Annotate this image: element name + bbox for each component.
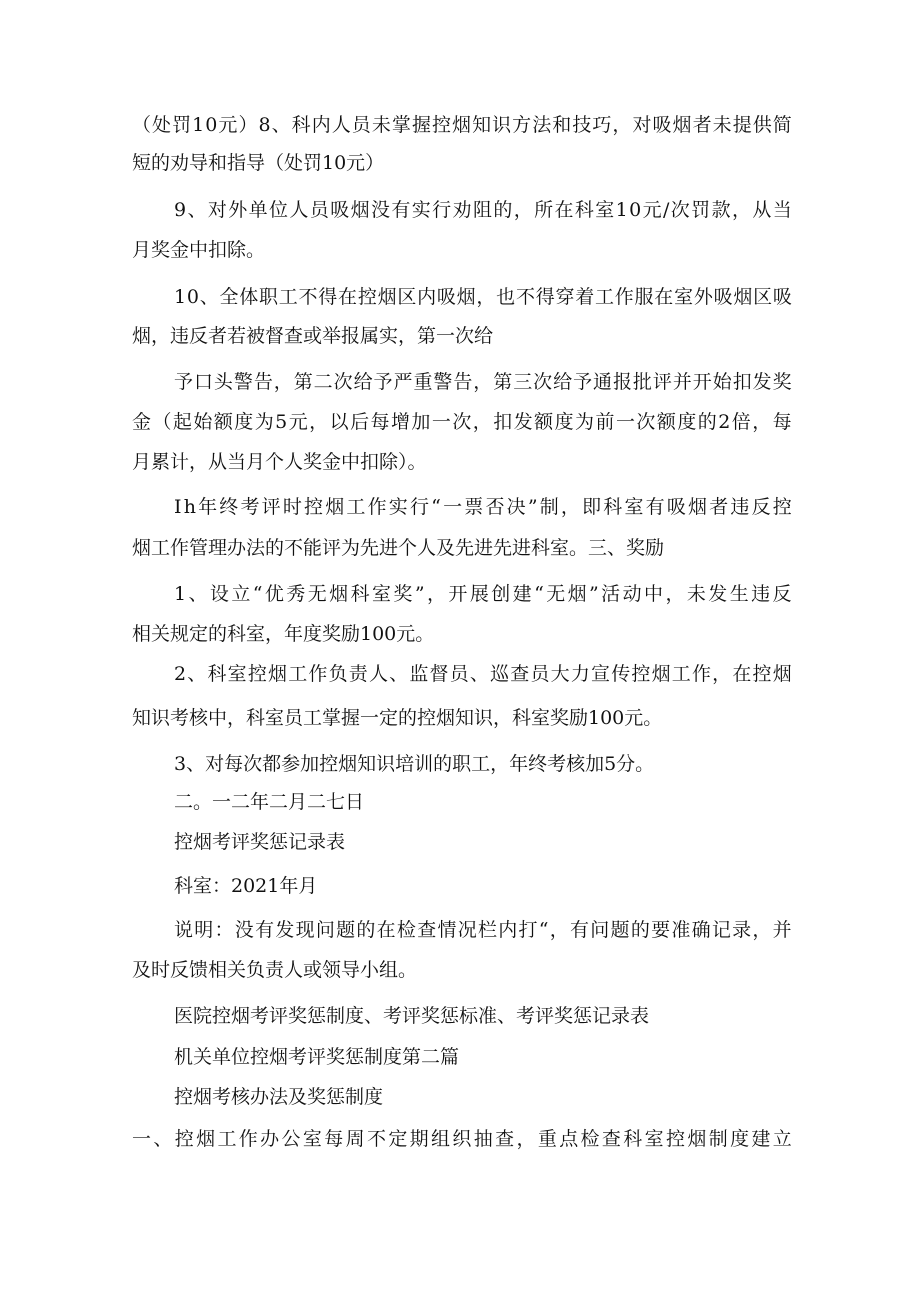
paragraph-line: 金 （ 起 始 额 度 为 5 元 ， 以 后 每 增 加 一 次 ， 扣 发 额 度 为 前 一 次 额 度 的 2 倍 ， 每 [132,411,792,433]
heading-line: 控烟考核办法及奖惩制度 [174,1086,384,1108]
date-line: 二。一二年二月二七日 [174,791,365,813]
table-title: 控烟考评奖惩记录表 [174,831,346,853]
paragraph-line: 月奖金中扣除。 [132,239,266,261]
paragraph-line: 月累计，从当月个人奖金中扣除）。 [132,451,427,473]
note-line: 及时反馈相关负责人或领导小组。 [132,959,418,981]
note-line: 说 明 ： 没 有 发 现 问 题 的 在 检 查 情 况 栏 内 打 “ ， 有 问 题 的 要 准 确 记 录 ， 并 [174,919,792,941]
paragraph-line: 予 口 头 警 告 ， 第 二 次 给 予 严 重 警 告 ， 第 三 次 给 予 通 报 批 评 并 开 始 扣 发 奖 [174,371,792,393]
paragraph-line: 1 、 设 立 “ 优 秀 无 烟 科 室 奖 ” ， 开 展 创 建 “ 无 烟 ” 活 动 中 ， 未 发 生 违 反 [174,583,792,605]
document-page [132,0,792,1301]
paragraph-line: 1 0 、 全 体 职 工 不 得 在 控 烟 区 内 吸 烟 ， 也 不 得 穿 着 工 作 服 在 室 外 吸 烟 区 吸 [174,286,792,308]
heading-line: 医院控烟考评奖惩制度、考评奖惩标准、考评奖惩记录表 [174,1005,650,1027]
paragraph-line: 短的劝导和指导（处罚10元） [132,152,385,174]
paragraph-line: 一 、 控 烟 工 作 办 公 室 每 周 不 定 期 组 织 抽 查 ， 重 点 检 查 科 室 控 烟 制 度 建 立 [132,1128,792,1150]
paragraph-line: 2 、 科 室 控 烟 工 作 负 责 人 、 监 督 员 、 巡 查 员 大 力 宣 传 控 烟 工 作 ， 在 控 烟 [174,663,792,685]
department-line: 科室：2021年月 [174,875,318,897]
paragraph-line: 相关规定的科室，年度奖励100元。 [132,623,435,645]
paragraph-line: 3、对每次都参加控烟知识培训的职工，年终考核加5分。 [174,753,655,775]
paragraph-line: （ 处 罚 1 0 元 ） 8 、 科 内 人 员 未 掌 握 控 烟 知 识 方 法 和 技 巧 ， 对 吸 烟 者 未 提 供 简 [132,114,792,136]
paragraph-line: 烟，违反者若被督查或举报属实，第一次给 [132,325,494,347]
heading-line: 机关单位控烟考评奖惩制度第二篇 [174,1046,460,1068]
paragraph-line: 知识考核中，科室员工掌握一定的控烟知识，科室奖励100元。 [132,707,663,729]
paragraph-line: 烟工作管理办法的不能评为先进个人及先进先进科室。三、奖励 [132,537,665,559]
paragraph-line: I h 年 终 考 评 时 控 烟 工 作 实 行 “ 一 票 否 决 ” 制 ， 即 科 室 有 吸 烟 者 违 反 控 [174,496,792,518]
paragraph-line: 9 、 对 外 单 位 人 员 吸 烟 没 有 实 行 劝 阻 的 ， 所 在 科 室 1 0 元 / 次 罚 款 ， 从 当 [174,199,792,221]
